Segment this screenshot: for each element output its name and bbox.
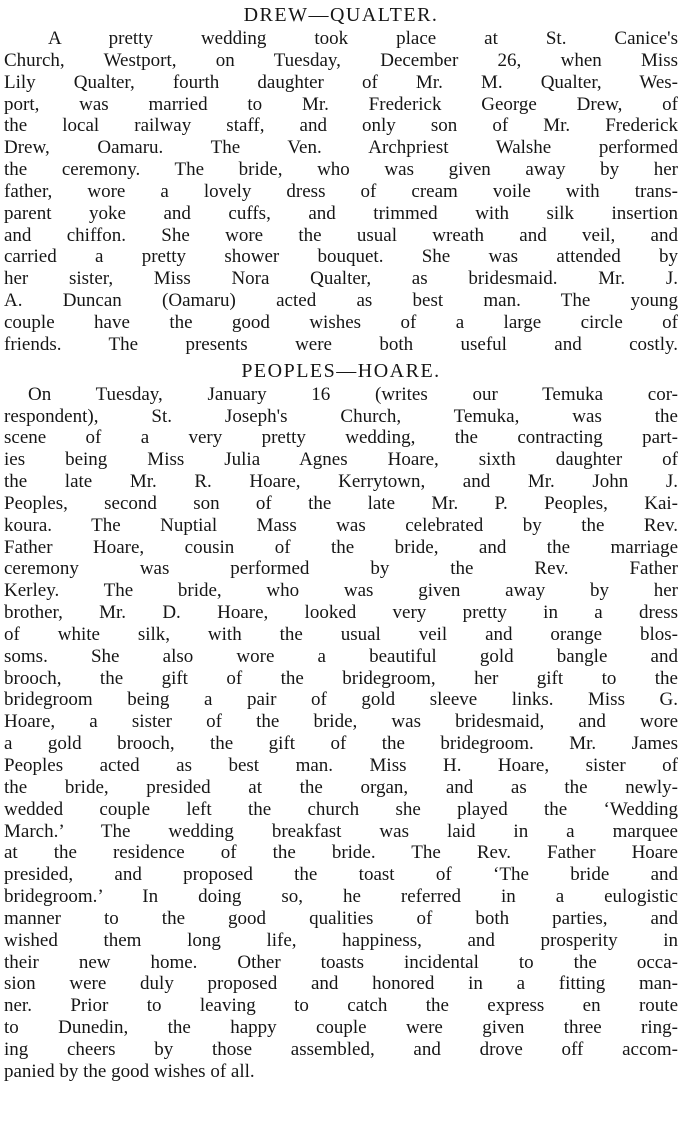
article-line: A pretty wedding took place at St. Canice's xyxy=(48,28,678,49)
article-line: Lily Qualter, fourth daughter of Mr. M. Qualter, Wes- xyxy=(4,71,678,93)
article-line: March.’ The wedding breakfast was laid in a marquee xyxy=(4,820,678,842)
article-line: manner to the good qualities of both parties, and xyxy=(4,907,678,929)
article-line: friends. The presents were both useful and costly. xyxy=(4,333,678,355)
article-line: at the residence of the bride. The Rev. Father Hoare xyxy=(4,842,678,864)
article-line: their new home. Other toasts incidental to the occa- xyxy=(4,951,678,973)
article-line: brother, Mr. D. Hoare, looked very pretty in a dress xyxy=(4,602,678,624)
article-line: couple have the good wishes of a large circle of xyxy=(4,311,678,333)
article-line: her sister, Miss Nora Qualter, as bridesmaid. Mr. J. xyxy=(4,268,678,290)
article-line: Hoare, a sister of the bride, was bridesmaid, and wore xyxy=(4,711,678,733)
article-line: brooch, the gift of the bridegroom, her gift to the xyxy=(4,667,678,689)
article-line: ing cheers by those assembled, and drove off accom- xyxy=(4,1038,678,1060)
article-line: of white silk, with the usual veil and orange blos- xyxy=(4,623,678,645)
article-line: and chiffon. She wore the usual wreath and veil, and xyxy=(4,224,678,246)
article-line: soms. She also wore a beautiful gold bangle and xyxy=(4,645,678,667)
article-heading-peoples-hoare: PEOPLES—HOARE. xyxy=(241,359,441,382)
article-line: Peoples acted as best man. Miss H. Hoare, sister of xyxy=(4,755,678,776)
article-line: bridegroom being a pair of gold sleeve links. Miss G. xyxy=(4,689,678,711)
article-line: scene of a very pretty wedding, the contracting part- xyxy=(4,427,678,449)
article-heading-drew-qualter: DREW—QUALTER. xyxy=(243,4,439,26)
article-line: On Tuesday, January 16 (writes our Temuka cor- xyxy=(28,383,678,405)
article-line: Church, Westport, on Tuesday, December 26, when Miss xyxy=(4,49,678,71)
article-line: ner. Prior to leaving to catch the express en route xyxy=(4,995,678,1017)
article-line: the bride, presided at the organ, and as the newly- xyxy=(4,776,678,798)
article-line: to Dunedin, the happy couple were given three ring- xyxy=(4,1017,678,1039)
article-line: Kerley. The bride, who was given away by her xyxy=(4,580,678,602)
article-line: ceremony was performed by the Rev. Father xyxy=(4,558,678,580)
article-line: Father Hoare, cousin of the bride, and the marriage xyxy=(4,536,678,558)
article-line: carried a pretty shower bouquet. She was attended by xyxy=(4,246,678,268)
article-line: wedded couple left the church she played the ‘Wedding xyxy=(4,798,678,820)
article-line: bridegroom.’ In doing so, he referred in a eulogistic xyxy=(4,886,678,908)
article-line: respondent), St. Joseph's Church, Temuka, was the xyxy=(4,405,678,427)
article-line: Drew, Oamaru. The Ven. Archpriest Walshe performed xyxy=(4,137,678,159)
article-line: parent yoke and cuffs, and trimmed with silk insertion xyxy=(4,202,678,224)
newspaper-column xyxy=(4,0,678,1083)
article-line: koura. The Nuptial Mass was celebrated by the Rev. xyxy=(4,514,678,536)
article-line: presided, and proposed the toast of ‘The bride and xyxy=(4,864,678,886)
article-line: father, wore a lovely dress of cream voile with trans- xyxy=(4,180,678,202)
article-line: ies being Miss Julia Agnes Hoare, sixth daughter of xyxy=(4,449,678,471)
article-body-drew-qualter xyxy=(4,28,678,356)
article-body-peoples-hoare xyxy=(4,384,678,1083)
article-line: A. Duncan (Oamaru) acted as best man. The young xyxy=(4,290,678,312)
article-line: the local railway staff, and only son of Mr. Frederick xyxy=(4,115,678,137)
article-line: the ceremony. The bride, who was given away by her xyxy=(4,159,678,181)
article-line: the late Mr. R. Hoare, Kerrytown, and Mr. John J. xyxy=(4,471,678,493)
article-line: port, was married to Mr. Frederick George Drew, of xyxy=(4,93,678,115)
article-line: sion were duly proposed and honored in a fitting man- xyxy=(4,973,678,995)
article-line: a gold brooch, the gift of the bridegroom. Mr. James xyxy=(4,733,678,755)
article-line: Peoples, second son of the late Mr. P. Peoples, Kai- xyxy=(4,492,678,514)
article-line: wished them long life, happiness, and prosperity in xyxy=(4,929,678,951)
article-line: panied by the good wishes of all. xyxy=(4,1060,255,1082)
